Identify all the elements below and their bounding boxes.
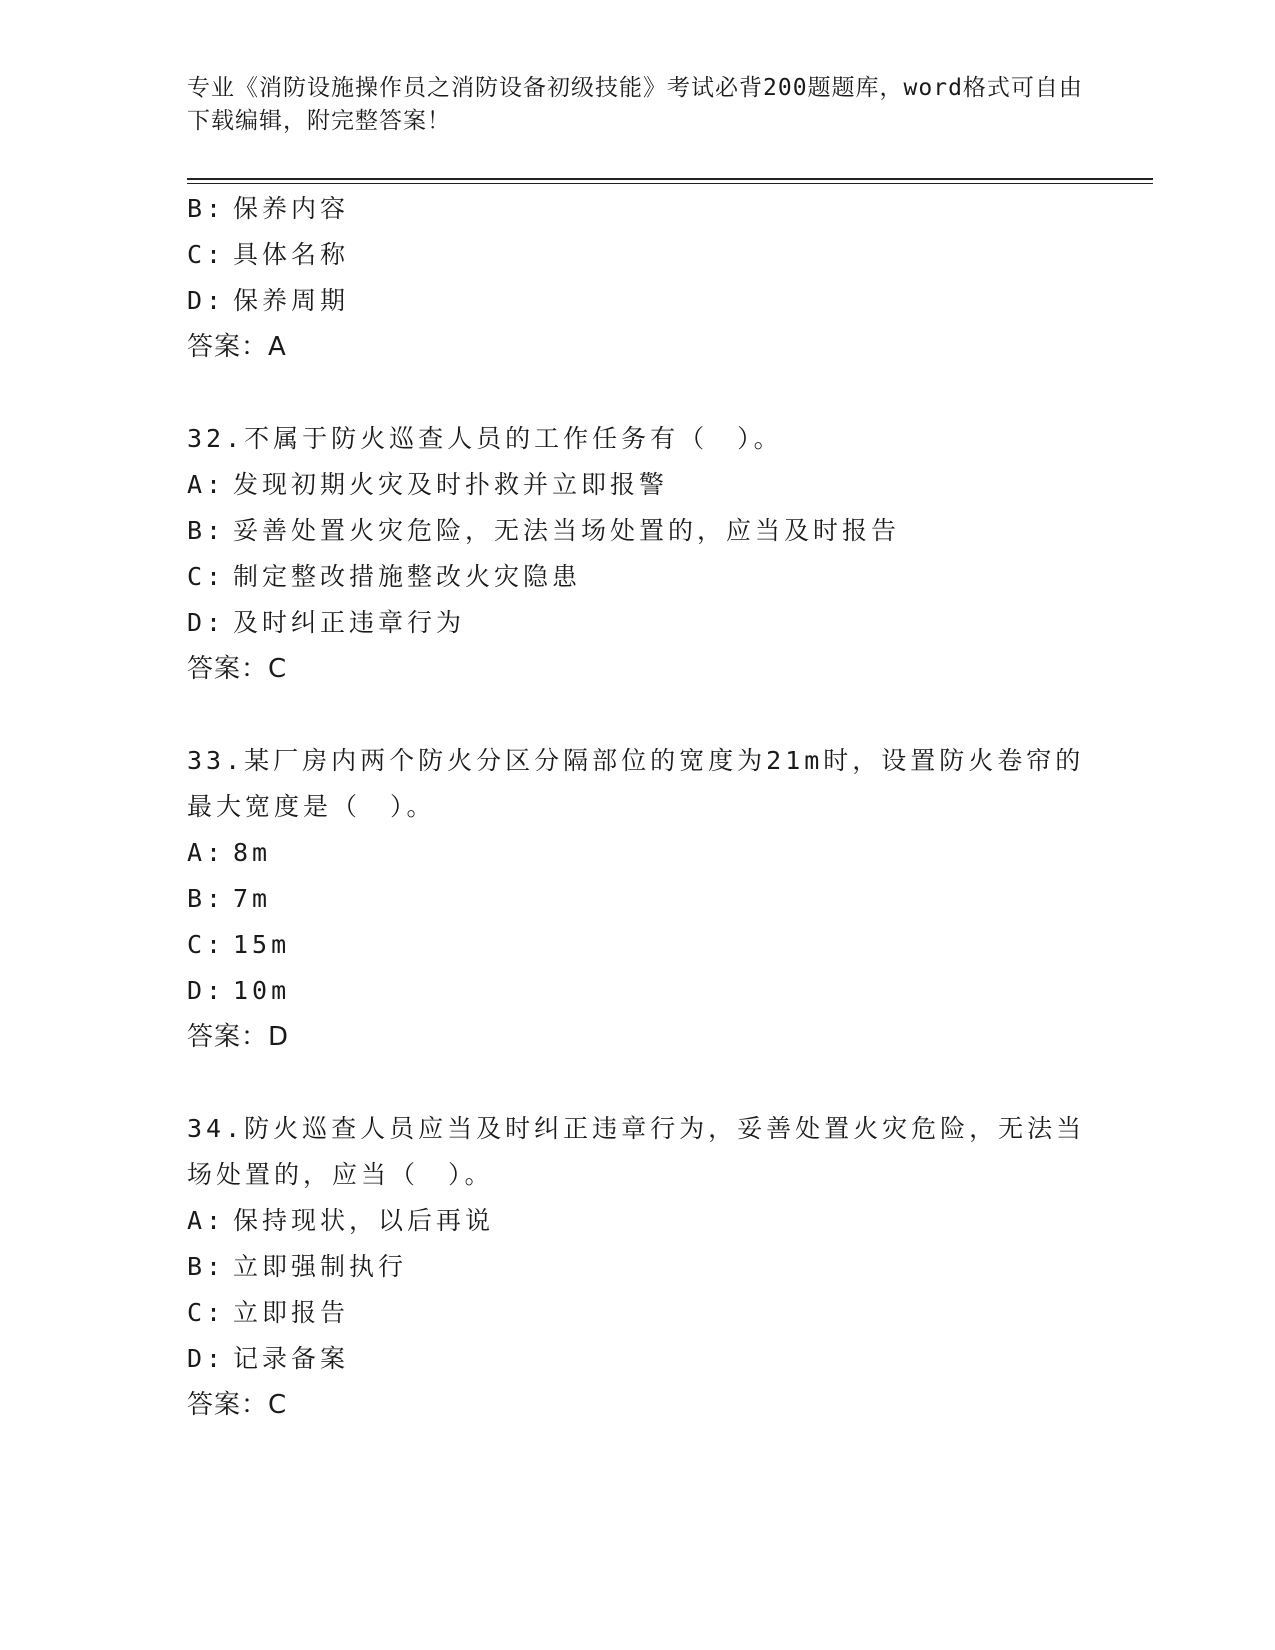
option-label: A: xyxy=(187,838,226,867)
answer-line: 答案：C xyxy=(187,1390,288,1420)
option-c xyxy=(187,232,1087,278)
option-b xyxy=(187,186,1087,232)
option-a xyxy=(187,1198,1087,1244)
question-stem: 34.防火巡查人员应当及时纠正违章行为，妥善处置火灾危险，无法当场处置的，应当（ ）。 xyxy=(187,1114,1086,1189)
option-label: C: xyxy=(187,930,226,959)
option-label: C: xyxy=(187,562,226,591)
option-text: 立即报告 xyxy=(233,1298,350,1327)
option-text: 记录备案 xyxy=(233,1344,350,1373)
option-text: 具体名称 xyxy=(233,240,350,269)
option-label: D: xyxy=(187,286,226,315)
option-text: 立即强制执行 xyxy=(233,1252,408,1281)
option-text: 及时纠正违章行为 xyxy=(233,608,466,637)
option-text: 15m xyxy=(233,930,291,959)
option-label: B: xyxy=(187,1252,226,1281)
option-b xyxy=(187,1244,1087,1290)
question-stem: 33.某厂房内两个防火分区分隔部位的宽度为21m时，设置防火卷帘的最大宽度是（ ）。 xyxy=(187,746,1085,821)
option-d xyxy=(187,968,1087,1014)
option-label: C: xyxy=(187,240,226,269)
option-label: D: xyxy=(187,976,226,1005)
option-label: B: xyxy=(187,194,226,223)
question-list xyxy=(187,186,1087,1428)
header-divider-thin xyxy=(187,183,1153,184)
option-label: C: xyxy=(187,1298,226,1327)
continued-question xyxy=(187,186,1087,370)
option-text: 8m xyxy=(233,838,272,867)
option-b xyxy=(187,876,1087,922)
option-d xyxy=(187,600,1087,646)
option-label: A: xyxy=(187,1206,226,1235)
option-text: 制定整改措施整改火灾隐患 xyxy=(233,562,582,591)
option-label: D: xyxy=(187,608,226,637)
option-label: B: xyxy=(187,516,226,545)
option-c xyxy=(187,554,1087,600)
question-34 xyxy=(187,1106,1087,1428)
option-text: 7m xyxy=(233,884,272,913)
option-text: 10m xyxy=(233,976,291,1005)
option-text: 保持现状，以后再说 xyxy=(233,1206,495,1235)
option-label: B: xyxy=(187,884,226,913)
answer-line: 答案：A xyxy=(187,332,287,362)
option-a xyxy=(187,830,1087,876)
option-text: 保养内容 xyxy=(233,194,350,223)
option-d xyxy=(187,1336,1087,1382)
option-text: 妥善处置火灾危险，无法当场处置的，应当及时报告 xyxy=(233,516,901,545)
option-a xyxy=(187,462,1087,508)
answer-line: 答案：C xyxy=(187,654,288,684)
option-b xyxy=(187,508,1087,554)
page-header: 专业《消防设施操作员之消防设备初级技能》考试必背200题题库，word格式可自由下载编辑，附完整答案！ xyxy=(187,75,1083,134)
question-32 xyxy=(187,416,1087,692)
option-label: A: xyxy=(187,470,226,499)
option-label: D: xyxy=(187,1344,226,1373)
option-d xyxy=(187,278,1087,324)
question-33 xyxy=(187,738,1087,1060)
option-c xyxy=(187,922,1087,968)
answer-line: 答案：D xyxy=(187,1022,290,1052)
option-text: 发现初期火灾及时扑救并立即报警 xyxy=(233,470,669,499)
question-stem: 32.不属于防火巡查人员的工作任务有（ ）。 xyxy=(187,424,783,453)
option-c xyxy=(187,1290,1087,1336)
header-divider-thick xyxy=(187,178,1153,180)
option-text: 保养周期 xyxy=(233,286,350,315)
